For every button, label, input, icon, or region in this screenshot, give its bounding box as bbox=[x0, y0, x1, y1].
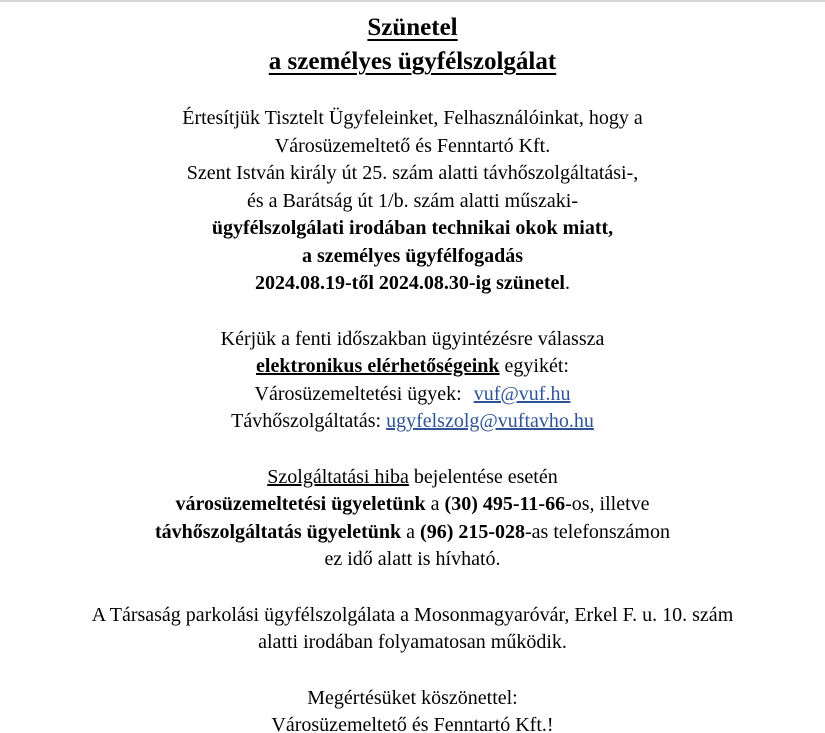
fault-line-4: ez idő alatt is hívható. bbox=[324, 548, 501, 570]
fault-line-1-rest: bejelentése esetén bbox=[408, 465, 558, 488]
intro-line-2: Városüzemeltető és Fenntartó Kft. bbox=[274, 134, 551, 157]
intro-line-6: a személyes ügyfélfogadás bbox=[301, 244, 524, 267]
electronic-line-2-rest: egyikét: bbox=[499, 355, 569, 377]
electronic-contacts-paragraph bbox=[0, 326, 825, 436]
parking-line-2: alatti irodában folyamatosan működik. bbox=[258, 631, 567, 653]
fault-line-3-rest: -as telefonszámon bbox=[525, 520, 670, 543]
city-ops-duty-label: városüzemeltetési ügyeletünk bbox=[175, 493, 426, 515]
page-title-line-2: a személyes ügyfélszolgálat bbox=[268, 48, 557, 75]
closing-line-2: Városüzemeltető és Fenntartó Kft.! bbox=[271, 714, 554, 733]
electronic-line-1: Kérjük a fenti időszakban ügyintézésre válassza bbox=[220, 327, 605, 350]
email-link-vuf[interactable]: vuf@vuf.hu bbox=[473, 382, 571, 405]
closing-paragraph bbox=[0, 685, 825, 733]
electronic-emphasis: elektronikus elérhetőségeink bbox=[256, 355, 500, 377]
fault-underlined: Szolgáltatási hiba bbox=[267, 465, 409, 488]
district-heating-label: Távhőszolgáltatás: bbox=[231, 410, 382, 432]
suspension-dates: 2024.08.19-től 2024.08.30-ig szünetel bbox=[255, 272, 565, 294]
closing-line-1: Megértésüket köszönettel: bbox=[307, 686, 518, 709]
city-ops-label: Városüzemeltetési ügyek: bbox=[254, 382, 462, 405]
intro-paragraph bbox=[0, 105, 825, 298]
heating-duty-label: távhőszolgáltatás ügyeletünk bbox=[155, 520, 402, 543]
intro-line-3: Szent István király út 25. szám alatti távhőszolgáltatási-, bbox=[186, 162, 639, 184]
fault-reporting-paragraph bbox=[0, 464, 825, 574]
intro-line-1: Értesítjük Tisztelt Ügyfeleinket, Felhasználóinkat, hogy a bbox=[182, 107, 643, 129]
suspension-dates-period: . bbox=[564, 272, 570, 294]
email-link-tavho[interactable]: ugyfelszolg@vuftavho.hu bbox=[386, 410, 594, 432]
page-title bbox=[0, 2, 825, 79]
fault-line-3-mid: a bbox=[401, 520, 421, 543]
page-title-line-1: Szünetel bbox=[367, 14, 458, 41]
fault-line-2-rest: -os, illetve bbox=[565, 493, 650, 515]
city-ops-phone: (30) 495-11-66 bbox=[444, 493, 566, 515]
heating-phone: (96) 215-028 bbox=[420, 520, 526, 543]
parking-paragraph bbox=[0, 602, 825, 657]
intro-line-5: ügyfélszolgálati irodában technikai okok miatt, bbox=[211, 217, 614, 239]
parking-line-1: A Társaság parkolási ügyfélszolgálata a Mosonmagyaróvár, Erkel F. u. 10. szám bbox=[91, 603, 734, 626]
intro-line-4: és a Barátság út 1/b. szám alatti műszaki- bbox=[246, 189, 578, 212]
fault-line-2-mid: a bbox=[425, 493, 445, 515]
